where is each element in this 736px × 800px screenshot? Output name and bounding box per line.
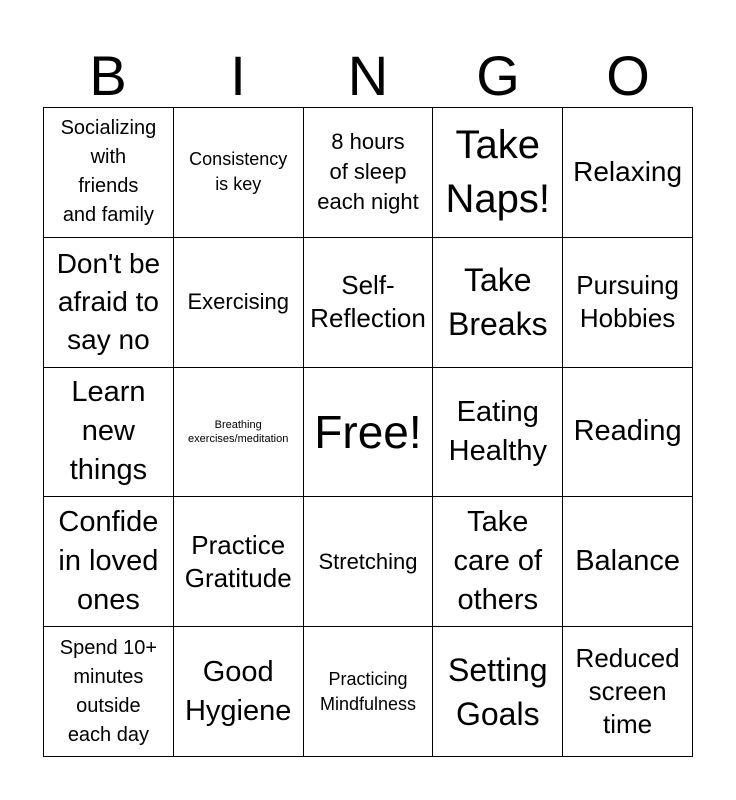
bingo-cell[interactable] [563,238,693,368]
cell-text: Good Hygiene [184,655,292,727]
bingo-cell[interactable] [44,368,174,498]
cell-text: 8 hours of sleep each night [317,129,419,215]
cell-text: Spend 10+ minutes outside each day [59,636,158,746]
cell-text: Eating Healthy [448,395,547,467]
bingo-cell[interactable] [563,368,693,498]
bingo-cell[interactable] [44,497,174,627]
cell-text: Practicing Mindfulness [319,668,417,714]
bingo-cell[interactable] [304,238,434,368]
bingo-cell[interactable] [563,627,693,757]
header-letter-b: B [89,44,127,107]
cell-text: Take care of others [453,506,543,617]
bingo-cell[interactable] [304,627,434,757]
bingo-cell free-space[interactable] [304,368,434,498]
bingo-cell[interactable] [433,497,563,627]
bingo-cell[interactable] [433,627,563,757]
cell-text: Take Naps! [445,123,551,222]
bingo-cell[interactable] [174,238,304,368]
bingo-cell[interactable] [304,497,434,627]
header-letter-i: I [230,44,246,107]
bingo-cell[interactable] [563,497,693,627]
bingo-cell[interactable] [563,108,693,238]
cell-text: Pursuing Hobbies [576,270,679,334]
bingo-cell[interactable] [44,108,174,238]
header-letter-n: N [347,44,389,107]
bingo-cell[interactable] [174,368,304,498]
cell-text: Stretching [318,548,418,574]
cell-text: Take Breaks [447,262,548,343]
bingo-cell[interactable] [174,108,304,238]
cell-text: Don't be afraid to say no [56,248,161,356]
cell-text: Balance [575,545,680,578]
bingo-cell[interactable] [174,497,304,627]
bingo-cell[interactable] [44,238,174,368]
bingo-cell[interactable] [304,108,434,238]
cell-text: Self- Reflection [310,270,426,334]
bingo-cell[interactable] [44,627,174,757]
cell-text: Relaxing [573,156,683,188]
bingo-cell[interactable] [433,238,563,368]
cell-text: Confide in loved ones [58,506,159,617]
cell-text: Exercising [187,289,289,315]
cell-text: Consistency is key [189,149,288,195]
header-letter-o: O [606,44,650,107]
header-letter-g: G [476,44,520,107]
cell-text: Socializing with friends and family [60,117,157,227]
free-space-text: Free! [314,405,422,458]
bingo-cell[interactable] [433,108,563,238]
cell-text: Practice Gratitude [184,529,292,593]
bingo-board [43,107,693,757]
cell-text: Reduced screen time [575,643,680,740]
bingo-cell[interactable] [433,368,563,498]
cell-text: Reading [573,415,682,448]
cell-text: Setting Goals [447,651,548,732]
bingo-header [43,44,693,108]
cell-text: Learn new things [69,376,148,487]
cell-text: Breathing exercises/meditation [188,418,289,445]
bingo-cell[interactable] [174,627,304,757]
